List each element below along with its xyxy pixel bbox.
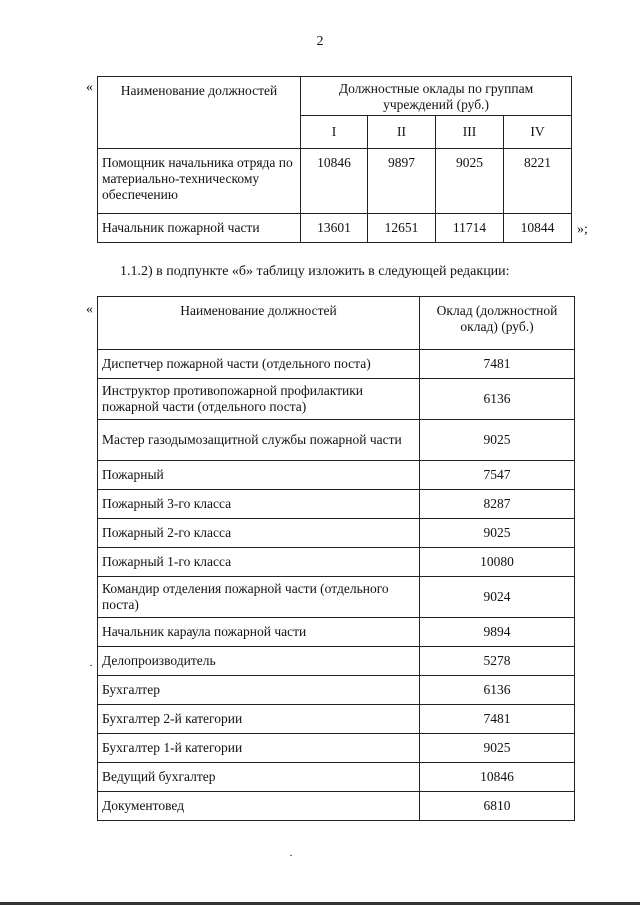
table-row — [98, 548, 575, 577]
group-label: III — [436, 116, 504, 149]
position-name: Начальник пожарной части — [98, 214, 301, 243]
table-row — [98, 763, 575, 792]
position-name: Диспетчер пожарной части (отдельного поста) — [98, 350, 420, 379]
position-name: Пожарный 3-го класса — [98, 490, 420, 519]
position-name: Начальник караула пожарной части — [98, 618, 420, 647]
salary-value: 8221 — [504, 149, 572, 214]
table-row — [98, 214, 572, 243]
position-name: Бухгалтер — [98, 676, 420, 705]
salary-value: 8287 — [420, 490, 575, 519]
position-name: Инструктор противопожарной профилактики пожарной части (отдельного поста) — [98, 379, 420, 420]
salary-value: 9024 — [420, 577, 575, 618]
table-row — [98, 379, 575, 420]
scan-speck: · — [89, 658, 93, 672]
position-name: Помощник начальника отряда по материально-техническому обеспечению — [98, 149, 301, 214]
salary-value: 9897 — [368, 149, 436, 214]
salary-value: 7481 — [420, 705, 575, 734]
table-row — [98, 792, 575, 821]
table-row — [98, 461, 575, 490]
column-header-name: Наименование должностей — [98, 77, 301, 149]
scan-speck: · — [289, 848, 293, 862]
position-name: Бухгалтер 1-й категории — [98, 734, 420, 763]
group-label: I — [301, 116, 368, 149]
position-name: Пожарный 2-го класса — [98, 519, 420, 548]
position-name: Ведущий бухгалтер — [98, 763, 420, 792]
salary-value: 9025 — [420, 420, 575, 461]
page-number: 2 — [316, 34, 324, 49]
table-row — [98, 519, 575, 548]
table-header-row — [98, 297, 575, 350]
position-name: Мастер газодымозащитной службы пожарной части — [98, 420, 420, 461]
salary-value: 7481 — [420, 350, 575, 379]
salary-value: 9894 — [420, 618, 575, 647]
salary-value: 5278 — [420, 647, 575, 676]
table-row — [98, 705, 575, 734]
salary-value: 9025 — [420, 519, 575, 548]
table-row — [98, 676, 575, 705]
group-label: IV — [504, 116, 572, 149]
table-row — [98, 618, 575, 647]
salary-value: 6136 — [420, 379, 575, 420]
opening-quote: « — [86, 302, 93, 317]
position-name: Пожарный — [98, 461, 420, 490]
position-name: Бухгалтер 2-й категории — [98, 705, 420, 734]
column-header-groups: Должностные оклады по группам учреждений (руб.) — [301, 77, 572, 116]
table-row — [98, 149, 572, 214]
table-row — [98, 490, 575, 519]
column-header-salary: Оклад (должностной оклад) (руб.) — [420, 297, 575, 350]
salary-value: 11714 — [436, 214, 504, 243]
salary-value: 12651 — [368, 214, 436, 243]
salary-value: 10846 — [301, 149, 368, 214]
salary-value: 7547 — [420, 461, 575, 490]
salary-value: 9025 — [420, 734, 575, 763]
table-row — [98, 577, 575, 618]
column-header-name: Наименование должностей — [98, 297, 420, 350]
table-row — [98, 647, 575, 676]
amendment-paragraph: 1.1.2) в подпункте «б» таблицу изложить в следующей редакции: — [120, 264, 510, 279]
salary-value: 9025 — [436, 149, 504, 214]
table-header-row — [98, 77, 572, 116]
position-name: Делопроизводитель — [98, 647, 420, 676]
position-name: Документовед — [98, 792, 420, 821]
salary-value: 10846 — [420, 763, 575, 792]
position-name: Командир отделения пожарной части (отдельного поста) — [98, 577, 420, 618]
salary-value: 6136 — [420, 676, 575, 705]
salary-value: 13601 — [301, 214, 368, 243]
group-label: II — [368, 116, 436, 149]
salary-table — [97, 296, 575, 821]
closing-quote: »; — [577, 222, 588, 237]
table-row — [98, 420, 575, 461]
salary-groups-table — [97, 76, 572, 243]
salary-value: 6810 — [420, 792, 575, 821]
table-row — [98, 350, 575, 379]
table-row — [98, 734, 575, 763]
salary-value: 10844 — [504, 214, 572, 243]
opening-quote: « — [86, 80, 93, 95]
salary-value: 10080 — [420, 548, 575, 577]
position-name: Пожарный 1-го класса — [98, 548, 420, 577]
